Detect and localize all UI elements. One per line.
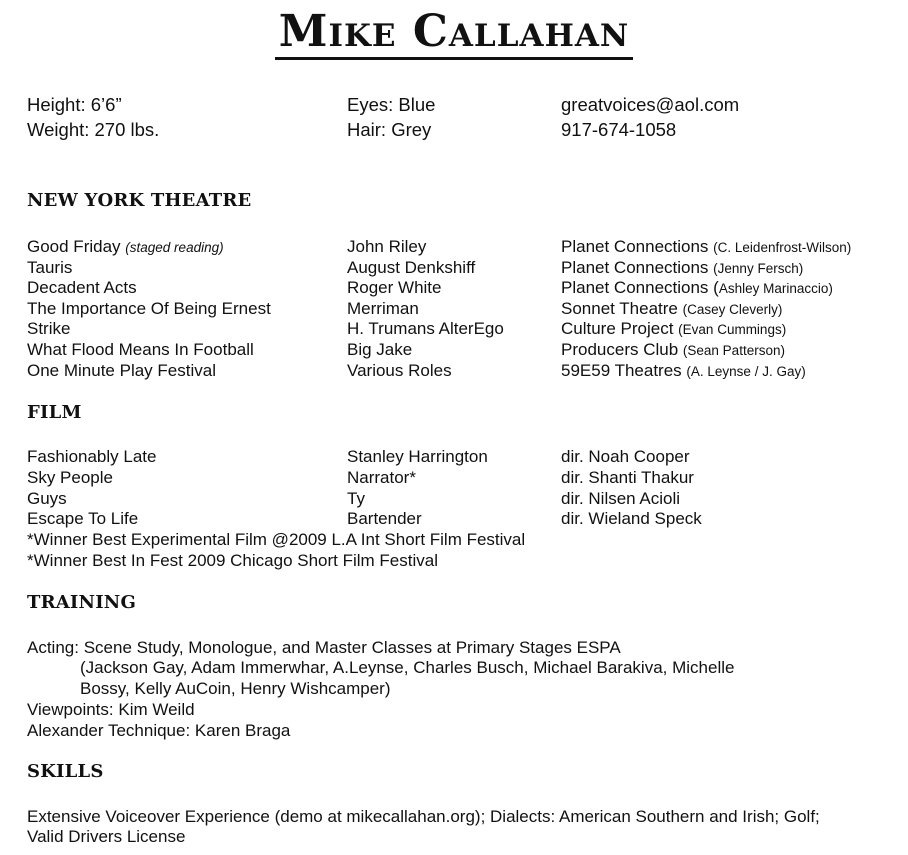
venue: 59E59 Theatres <box>561 361 682 380</box>
venue: Culture Project <box>561 319 674 338</box>
section-heading-training: TRAINING <box>27 592 137 613</box>
director: (Evan Cummings) <box>678 322 787 337</box>
skills-line: Extensive Voiceover Experience (demo at mikecallahan.org); Dialects: American Southern and Irish; Golf; <box>27 807 820 826</box>
role: Bartender <box>347 509 422 528</box>
theatre-row <box>0 257 908 278</box>
eyes: Eyes: Blue <box>347 94 436 115</box>
role: H. Trumans AlterEgo <box>347 319 504 338</box>
venue: Producers Club <box>561 340 679 359</box>
training-viewpoints: Viewpoints: Kim Weild <box>27 700 195 719</box>
height: Height: 6’6” <box>27 94 122 115</box>
stats-row-1 <box>0 92 908 113</box>
training-acting: Acting: Scene Study, Monologue, and Master Classes at Primary Stages ESPA <box>27 638 621 657</box>
role: Big Jake <box>347 340 413 359</box>
production-title: Strike <box>27 319 71 338</box>
production-title: The Importance Of Being Ernest <box>27 299 271 318</box>
venue: Sonnet Theatre <box>561 299 678 318</box>
award-line: *Winner Best In Fest 2009 Chicago Short Film Festival <box>27 551 438 570</box>
director: (A. Leynse / J. Gay) <box>686 364 806 379</box>
weight: Weight: 270 lbs. <box>27 119 160 140</box>
theatre-row <box>0 360 908 381</box>
training-alexander: Alexander Technique: Karen Braga <box>27 721 291 740</box>
director: (Jenny Fersch) <box>713 261 804 276</box>
venue: Planet Connections ( <box>561 278 719 297</box>
actor-name-text: Mike Callahan <box>275 6 634 60</box>
section-heading-theatre: NEW YORK THEATRE <box>27 190 252 211</box>
theatre-row <box>0 277 908 298</box>
film-row <box>0 467 908 488</box>
director: (C. Leidenfrost-Wilson) <box>713 240 852 255</box>
stats-row-2 <box>0 117 908 138</box>
director: dir. Noah Cooper <box>561 447 690 466</box>
venue: Planet Connections <box>561 258 709 277</box>
production-title: Decadent Acts <box>27 278 137 297</box>
actor-name <box>0 6 908 57</box>
training-teachers: Bossy, Kelly AuCoin, Henry Wishcamper) <box>80 679 391 698</box>
phone: 917-674-1058 <box>561 119 677 140</box>
section-heading-skills: SKILLS <box>27 761 104 782</box>
role: Roger White <box>347 278 442 297</box>
role: Merriman <box>347 299 419 318</box>
skills-line: Valid Drivers License <box>27 827 186 846</box>
theatre-row <box>0 298 908 319</box>
award-line: *Winner Best Experimental Film @2009 L.A Int Short Film Festival <box>27 530 526 549</box>
film-row <box>0 446 908 467</box>
training-teachers: (Jackson Gay, Adam Immerwhar, A.Leynse, Charles Busch, Michael Barakiva, Michelle <box>80 658 735 677</box>
production-title: Tauris <box>27 258 73 277</box>
film-title: Guys <box>27 489 67 508</box>
role: Narrator* <box>347 468 416 487</box>
theatre-row <box>0 318 908 339</box>
film-title: Sky People <box>27 468 113 487</box>
venue: Planet Connections <box>561 237 709 256</box>
director: (Sean Patterson) <box>682 343 785 358</box>
role: Ty <box>347 489 365 508</box>
theatre-row <box>0 236 908 257</box>
role: John Riley <box>347 237 427 256</box>
director: dir. Wieland Speck <box>561 509 702 528</box>
director: dir. Shanti Thakur <box>561 468 694 487</box>
production-title: Good Friday <box>27 237 121 256</box>
hair: Hair: Grey <box>347 119 432 140</box>
theatre-row <box>0 339 908 360</box>
email[interactable]: greatvoices@aol.com <box>561 94 740 115</box>
production-title: What Flood Means In Football <box>27 340 254 359</box>
film-row <box>0 508 908 529</box>
director: Ashley Marinaccio) <box>718 281 833 296</box>
role: Various Roles <box>347 361 452 380</box>
production-note: (staged reading) <box>125 240 224 255</box>
section-heading-film: FILM <box>27 402 82 423</box>
role: August Denkshiff <box>347 258 476 277</box>
production-title: One Minute Play Festival <box>27 361 216 380</box>
director: (Casey Cleverly) <box>682 302 783 317</box>
role: Stanley Harrington <box>347 447 488 466</box>
film-title: Fashionably Late <box>27 447 157 466</box>
film-row <box>0 488 908 509</box>
film-title: Escape To Life <box>27 509 139 528</box>
director: dir. Nilsen Acioli <box>561 489 681 508</box>
